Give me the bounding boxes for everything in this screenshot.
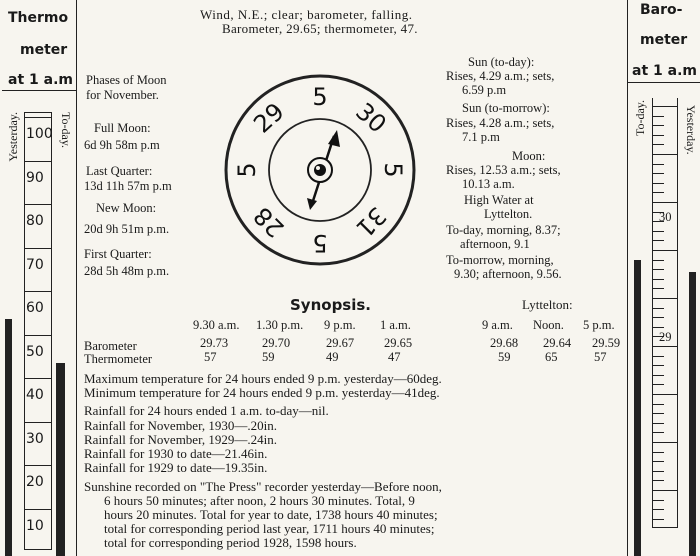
thermometer-today-label: To-day. (59, 112, 73, 149)
rainfall-1929-to-date-note: Rainfall for 1929 to date—19.35in. (84, 460, 268, 475)
thermometer-today-bar (56, 363, 65, 556)
thermometer-scale-line (25, 117, 51, 118)
thermometer-scale-label-30: 30 (26, 430, 44, 447)
dial-label-top-left: 29 (248, 97, 290, 139)
high-water-today-1: To-day, morning, 8.37; (446, 223, 561, 237)
sun-today-rise: Rises, 4.29 a.m.; sets, (446, 69, 555, 83)
thermometer-yesterday-bar (5, 319, 12, 556)
thermometer-title-2: meter (20, 42, 68, 58)
barometer-scale-tick (653, 509, 664, 510)
barometer-scale-tick (653, 308, 664, 309)
new-moon-label: New Moon: (96, 201, 157, 215)
barometer-scale-tick (653, 432, 664, 433)
barometer-scale-tick (653, 269, 664, 270)
barometer-scale-label-30: 30 (659, 210, 672, 224)
moon-phases-heading-2: for November. (86, 88, 159, 102)
barometer-title-1: Baro- (640, 2, 683, 18)
dial-label-right: 5 (379, 162, 407, 178)
barometer-scale-tick (653, 461, 664, 462)
barometer-scale-tick (653, 375, 664, 376)
thermometer-title-3: at 1 a.m (8, 72, 73, 88)
barometer-yesterday-label: Yesterday. (684, 105, 698, 155)
sunshine-note-line-4: total for corresponding period last year, 1711 hours 40 minutes; (104, 521, 435, 536)
lyttelton-barometer-3: 29.59 (592, 336, 621, 350)
max-temperature-note: Maximum temperature for 24 hours ended 9 p.m. yesterday—60deg. (84, 371, 442, 386)
sunshine-note-line-3: hours 20 minutes. Total for year to date, 1738 hours 40 minutes; (104, 507, 438, 522)
thermometer-title-1: Thermo (8, 10, 69, 26)
moon-phases-heading-1: Phases of Moon (86, 73, 167, 87)
lyttelton-barometer-1: 29.68 (490, 336, 519, 350)
thermometer-reading-4: 47 (388, 350, 401, 364)
barometer-reading-2: 29.70 (262, 336, 291, 350)
dial-label-top-right: 30 (350, 97, 392, 139)
moon-dial (216, 74, 424, 266)
thermometer-reading-1: 57 (204, 350, 217, 364)
thermometer-scale-line (25, 248, 51, 249)
barometer-scale-tick (653, 480, 664, 481)
synopsis-time-3: 9 p.m. (324, 318, 356, 332)
rainfall-1930-to-date-note: Rainfall for 1930 to date—21.46in. (84, 446, 268, 461)
barometer-today-label: To-day. (633, 100, 647, 137)
barometer-scale-tick (653, 116, 664, 117)
barometer-reading-1: 29.73 (200, 336, 229, 350)
barometer-scale-tick (653, 202, 677, 203)
full-moon-value: 6d 9h 58m p.m (84, 138, 160, 152)
barometer-scale-tick (653, 519, 664, 520)
synopsis-time-1: 9.30 a.m. (193, 318, 240, 332)
moon-rise-label: Moon: (512, 149, 546, 163)
thermometer-scale-line (25, 291, 51, 292)
thermometer-scale-line (25, 378, 51, 379)
thermometer-scale-label-80: 80 (26, 213, 44, 229)
last-quarter-label: Last Quarter: (86, 164, 153, 178)
barometer-scale-tick (653, 423, 664, 424)
lyttelton-time-3: 5 p.m. (583, 318, 615, 332)
moon-rise-value: Rises, 12.53 a.m.; sets, (446, 163, 561, 177)
moon-set-value: 10.13 a.m. (462, 177, 515, 191)
barometer-scale-tick (653, 413, 664, 414)
rainfall-nov-1929-note: Rainfall for November, 1929—.24in. (84, 432, 277, 447)
barometer-yesterday-bar (689, 272, 696, 556)
dial-pointer (307, 130, 340, 210)
sun-today-label: Sun (to-day): (468, 55, 535, 69)
barometer-scale-tick (653, 144, 664, 145)
thermometer-scale-line (25, 465, 51, 466)
sun-tomorrow-label: Sun (to-morrow): (462, 101, 550, 115)
lyttelton-heading: Lyttelton: (522, 297, 573, 312)
barometer-scale-tick (653, 279, 664, 280)
high-water-label-2: Lyttelton. (484, 207, 533, 221)
barometer-scale-tick (653, 173, 664, 174)
barometer-scale-tick (653, 365, 664, 366)
lyttelton-thermometer-3: 57 (594, 350, 607, 364)
rainfall-24h-note: Rainfall for 24 hours ended 1 a.m. to-day—nil. (84, 403, 329, 418)
sun-tomorrow-rise: Rises, 4.28 a.m.; sets, (446, 116, 555, 130)
thermometer-scale-line (25, 204, 51, 205)
row-label-thermometer: Thermometer (84, 352, 153, 366)
synopsis-title: Synopsis. (290, 296, 371, 314)
barometer-scale-tick (653, 471, 664, 472)
sunshine-note-line-2: 6 hours 50 minutes; after noon, 2 hours 30 minutes. Total, 9 (104, 493, 415, 508)
barometer-scale-tick (653, 452, 664, 453)
barometer-scale-tick (653, 317, 664, 318)
thermometer-yesterday-label: Yesterday. (6, 112, 20, 162)
lyttelton-time-1: 9 a.m. (482, 318, 513, 332)
barometer-scale-tick (653, 500, 664, 501)
barometer-reading-4: 29.65 (384, 336, 413, 350)
barometer-title-3: at 1 a.m (632, 63, 697, 79)
barometer-reading-3: 29.67 (326, 336, 355, 350)
full-moon-label: Full Moon: (94, 121, 151, 135)
thermometer-reading-3: 49 (326, 350, 339, 364)
thermometer-tube (24, 112, 52, 550)
barometer-scale-tick (653, 250, 677, 251)
sun-today-set: 6.59 p.m (462, 83, 507, 97)
barometer-scale-tick (653, 125, 664, 126)
barometer-scale-tick (653, 327, 664, 328)
thermometer-scale-label-100: 100 (26, 126, 53, 142)
barometer-scale-tick (653, 183, 664, 184)
synopsis-time-4: 1 a.m. (380, 318, 411, 332)
barometer-scale-tick (653, 240, 664, 241)
last-quarter-value: 13d 11h 57m p.m (84, 179, 172, 193)
weather-summary-line-1: Wind, N.E.; clear; barometer, falling. (200, 7, 413, 22)
synopsis-time-2: 1.30 p.m. (256, 318, 304, 332)
weather-summary-line-2: Barometer, 29.65; thermometer, 47. (222, 21, 418, 36)
high-water-tomorrow-1: To-morrow, morning, (446, 253, 554, 267)
barometer-scale-tick (653, 346, 677, 347)
barometer-scale-label-29: 29 (659, 330, 672, 344)
rainfall-nov-1930-note: Rainfall for November, 1930—.20in. (84, 418, 277, 433)
thermometer-scale-line (25, 422, 51, 423)
barometer-scale-tick (653, 490, 677, 491)
first-quarter-label: First Quarter: (84, 247, 152, 261)
lyttelton-thermometer-1: 59 (498, 350, 511, 364)
barometer-title-2: meter (640, 32, 688, 48)
sunshine-note-line-1: Sunshine recorded on "The Press" recorder yesterday—Before noon, (84, 479, 442, 494)
high-water-tomorrow-2: 9.30; afternoon, 9.56. (454, 267, 562, 281)
barometer-scale-tick (653, 356, 664, 357)
sunshine-note-line-5: total for corresponding period 1928, 1598 hours. (104, 535, 357, 550)
dial-label-left: 5 (233, 162, 261, 178)
barometer-scale-tick (653, 288, 664, 289)
row-label-barometer: Barometer (84, 339, 137, 353)
thermometer-scale-label-70: 70 (26, 256, 44, 273)
dial-label-bottom-right: 31 (350, 201, 392, 243)
barometer-scale-tick (653, 298, 677, 299)
barometer-scale-tick (653, 260, 664, 261)
barometer-scale-tick (653, 164, 664, 165)
barometer-scale-tick (653, 154, 677, 155)
barometer-scale-tick (653, 394, 677, 395)
dial-label-top: 5 (312, 83, 328, 111)
new-moon-value: 20d 9h 51m p.m. (84, 222, 170, 236)
thermometer-scale-line (25, 509, 51, 510)
thermometer-scale-label-10: 10 (26, 517, 44, 534)
min-temperature-note: Minimum temperature for 24 hours ended 9 p.m. yesterday—41deg. (84, 385, 440, 400)
barometer-scale-tick (653, 404, 664, 405)
barometer-scale-tick (653, 384, 664, 385)
thermometer-scale-label-60: 60 (26, 300, 44, 316)
thermometer-scale-line (25, 161, 51, 162)
sun-tomorrow-set: 7.1 p.m (462, 130, 500, 144)
barometer-scale-tick (653, 135, 664, 136)
first-quarter-value: 28d 5h 48m p.m. (84, 264, 170, 278)
high-water-today-2: afternoon, 9.1 (460, 237, 530, 251)
thermometer-scale-label-40: 40 (26, 387, 44, 403)
barometer-tube (652, 98, 678, 528)
dial-label-bottom: 5 (312, 229, 328, 257)
barometer-scale-tick (653, 192, 664, 193)
thermometer-scale-label-50: 50 (26, 343, 44, 360)
barometer-scale-tick (653, 231, 664, 232)
dial-label-bottom-left: 28 (248, 201, 290, 243)
lyttelton-thermometer-2: 65 (545, 350, 558, 364)
lyttelton-barometer-2: 29.64 (543, 336, 572, 350)
thermometer-reading-2: 59 (262, 350, 275, 364)
thermometer-scale-line (25, 335, 51, 336)
barometer-today-bar (634, 260, 641, 556)
thermometer-scale-label-20: 20 (26, 474, 44, 490)
high-water-label-1: High Water at (464, 193, 534, 207)
lyttelton-time-2: Noon. (533, 318, 564, 332)
barometer-scale-tick (653, 442, 677, 443)
thermometer-scale-label-90: 90 (26, 169, 44, 186)
barometer-scale-tick (653, 106, 677, 107)
